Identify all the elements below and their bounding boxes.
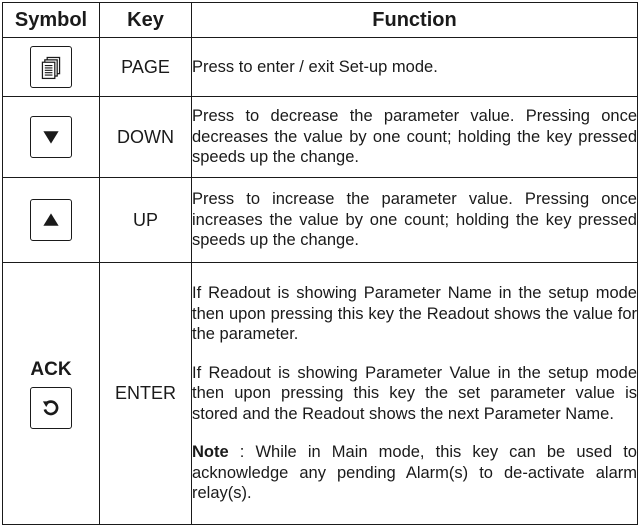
ack-label: ACK (30, 358, 72, 380)
enter-return-icon (30, 387, 72, 429)
key-name: ENTER (100, 263, 192, 525)
table-header-row (3, 3, 638, 38)
page-icon (30, 46, 72, 88)
function-cell (192, 178, 638, 263)
note-paragraph (192, 442, 637, 504)
down-triangle-icon (30, 116, 72, 158)
key-name: UP (100, 178, 192, 263)
table-row (3, 178, 638, 263)
symbol-cell (3, 178, 100, 263)
function-cell (192, 38, 638, 97)
symbol-cell (3, 97, 100, 178)
header-function: Function (192, 3, 638, 38)
table-row (3, 38, 638, 97)
header-key: Key (100, 3, 192, 38)
note-text: : While in Main mode, this key can be used to acknowledge any pending Alarm(s) to de-activate alarm relay(s). (192, 443, 637, 503)
key-function-table (2, 2, 638, 525)
header-symbol: Symbol (3, 3, 100, 38)
symbol-cell (3, 38, 100, 97)
key-name: PAGE (100, 38, 192, 97)
function-text: Press to decrease the parameter value. Pressing once decreases the value by one count; holding the key pressed speeds up the change. (192, 107, 637, 167)
function-text: Press to increase the parameter value. Pressing once increases the value by one count; holding the key pressed speeds up the change. (192, 190, 637, 250)
function-cell (192, 97, 638, 178)
up-triangle-icon (30, 199, 72, 241)
note-label: Note (192, 443, 229, 462)
function-text: Press to enter / exit Set-up mode. (192, 57, 438, 76)
table-row (3, 263, 638, 525)
function-text: If Readout is showing Parameter Value in the setup mode then upon pressing this key the set parameter value is stored and the Readout shows the next Parameter Name. (192, 363, 637, 423)
key-name: DOWN (100, 97, 192, 178)
table-row (3, 97, 638, 178)
function-text: If Readout is showing Parameter Name in the setup mode then upon pressing this key the Readout shows the value for the parameter. (192, 284, 637, 344)
symbol-cell (3, 263, 100, 525)
function-cell (192, 263, 638, 525)
